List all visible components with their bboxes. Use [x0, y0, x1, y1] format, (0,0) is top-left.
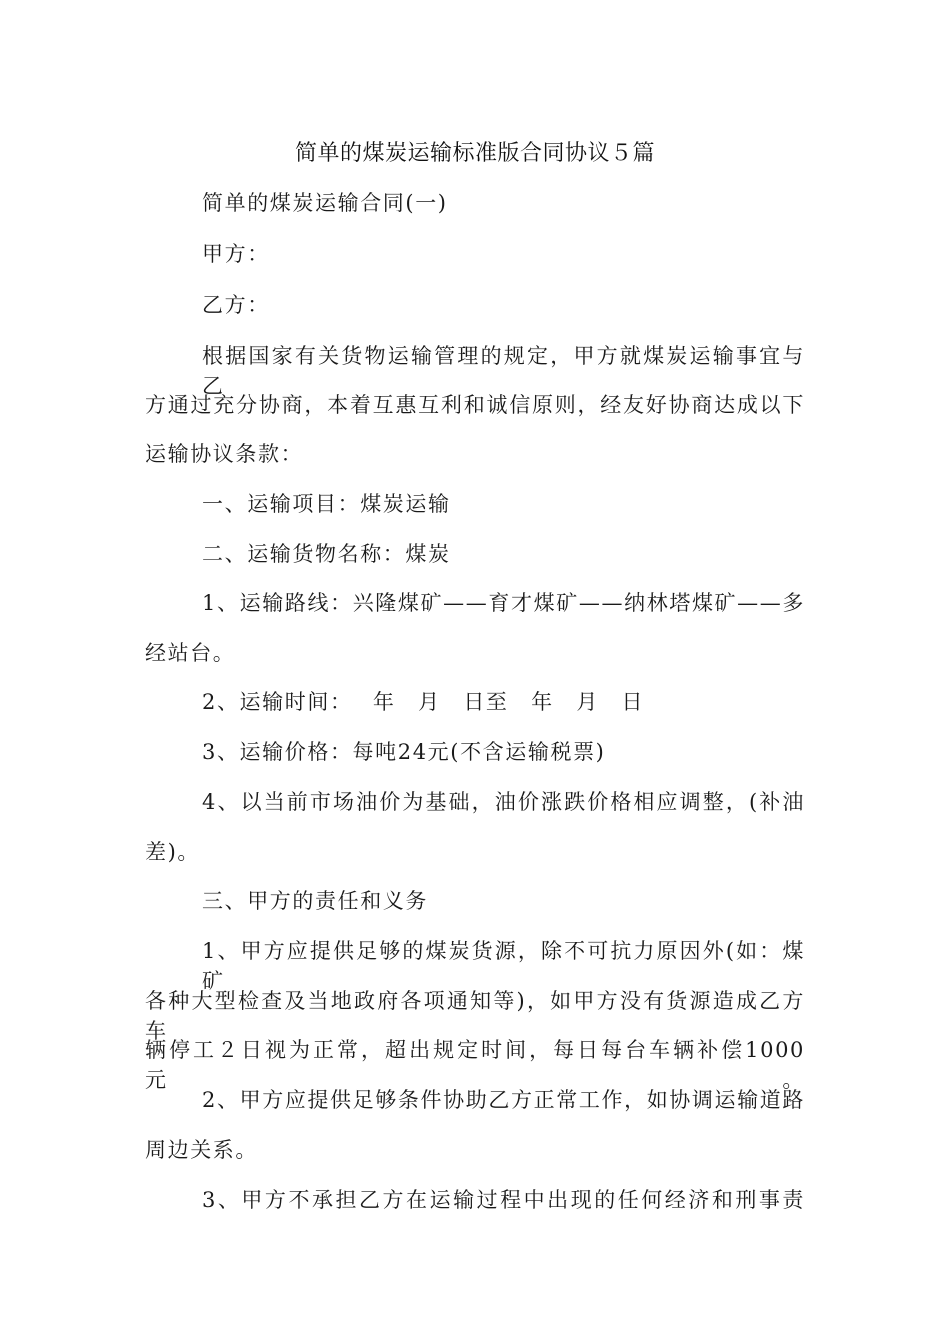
section-heading: 三、甲方的责任和义务 — [202, 889, 428, 913]
subtitle-line: 简单的煤炭运输合同(一) — [202, 191, 448, 215]
clause-line: 一、运输项目：煤炭运输 — [202, 492, 451, 516]
paragraph-line: 根据国家有关货物运输管理的规定，甲方就煤炭运输事宜与乙 — [202, 344, 805, 398]
clause-line: 4、以当前市场油价为基础，油价涨跌价格相应调整，(补油 — [202, 790, 805, 814]
party-b-line: 乙方： — [202, 293, 270, 317]
clause-line: 3、甲方不承担乙方在运输过程中出现的任何经济和刑事责 — [202, 1188, 805, 1212]
clause-line: 辆停工２日视为正常，超出规定时间，每日每台车辆补偿1000元。 — [145, 1038, 805, 1092]
clause-line: 1、运输路线：兴隆煤矿——育才煤矿——纳林塔煤矿——多 — [202, 591, 805, 615]
clause-line: 2、运输时间： 年 月 日至 年 月 日 — [202, 690, 645, 714]
clause-line: 经站台。 — [145, 641, 236, 665]
clause-line: 各种大型检查及当地政府各项通知等)，如甲方没有货源造成乙方车 — [145, 989, 805, 1043]
document-title: 简单的煤炭运输标准版合同协议５篇 — [294, 141, 655, 166]
clause-line: 差)。 — [145, 840, 200, 864]
clause-line: 3、运输价格：每吨24元(不含运输税票) — [202, 740, 606, 764]
party-a-line: 甲方： — [202, 242, 270, 266]
clause-line: 二、运输货物名称：煤炭 — [202, 542, 451, 566]
paragraph-line: 运输协议条款： — [145, 442, 304, 466]
clause-line: 1、甲方应提供足够的煤炭货源，除不可抗力原因外(如：煤矿 — [202, 939, 805, 993]
paragraph-line: 方通过充分协商，本着互惠互利和诚信原则，经友好协商达成以下 — [145, 393, 805, 417]
clause-line: 周边关系。 — [145, 1138, 258, 1162]
clause-line: 2、甲方应提供足够条件协助乙方正常工作，如协调运输道路 — [202, 1088, 805, 1112]
